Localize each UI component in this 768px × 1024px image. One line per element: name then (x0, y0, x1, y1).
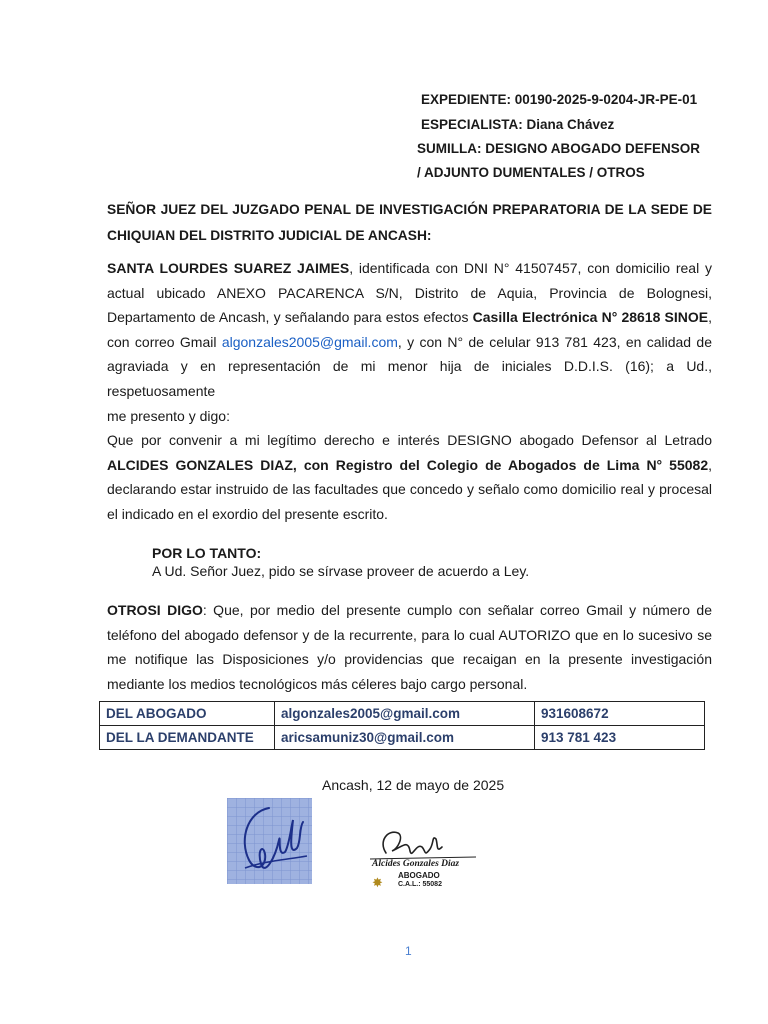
intro-text: Departamento de Ancash, y señalando para estos efectos (107, 309, 473, 326)
stamp-title: ABOGADO (398, 871, 440, 880)
contact-email: aricsamuniz30@gmail.com (275, 726, 535, 750)
otrosi-line-3: me notifique las Disposiciones y/o providencias que recaigan en la presente investigación (107, 651, 712, 668)
designation-text: , (708, 456, 712, 473)
contact-who: DEL ABOGADO (100, 702, 275, 726)
otrosi-line-4: mediante los medios tecnológicos más céleres bajo cargo personal. (107, 675, 528, 692)
lawyer-name: ALCIDES GONZALES DIAZ, con Registro del Colegio de Abogados de Lima N° 55082 (107, 456, 709, 473)
table-row (100, 726, 705, 750)
lawyer-stamp (364, 823, 484, 895)
intro-line-2: actual ubicado ANEXO PACARENCA S/N, Distrito de Aquia, Provincia de Bolognesi, (107, 284, 712, 301)
plaintiff-signature (227, 798, 312, 884)
contact-phone: 913 781 423 (535, 726, 705, 750)
intro-line-5: agraviada y en representación de mi menor hija de iniciales D.D.I.S. (16); a Ud., respetuosamente (107, 358, 712, 399)
stamp-registration: C.A.L.: 55082 (398, 881, 442, 888)
stamp-name: Alcides Gonzales Diaz (372, 859, 460, 869)
expediente: EXPEDIENTE: 00190-2025-9-0204-JR-PE-01 (421, 92, 698, 107)
contact-who: DEL LA DEMANDANTE (100, 726, 275, 750)
otrosi-paragraph (107, 598, 712, 696)
por-lo-tanto-text: A Ud. Señor Juez, pido se sírvase proveer de acuerdo a Ley. (152, 563, 530, 579)
designation-paragraph (107, 428, 712, 526)
especialista: ESPECIALISTA: Diana Chávez (421, 117, 615, 132)
intro-paragraph (107, 256, 712, 428)
email-link[interactable]: algonzales2005@gmail.com (221, 333, 398, 350)
otrosi-text: : Que, por medio del presente cumplo con señalar correo Gmail y número de (202, 602, 712, 618)
star-icon: ✸ (372, 875, 383, 890)
otrosi-label: OTROSI DIGO (107, 602, 203, 618)
contacts-table (99, 701, 705, 750)
designation-line-3: declarando estar instruido de las facultades que concedo y señalo como domicilio real y procesal (107, 481, 712, 498)
intro-text: , identificada con DNI N° 41507457, con domicilio real y (349, 260, 712, 276)
addressee-line-1: SEÑOR JUEZ DEL JUZGADO PENAL DE INVESTIGACIÓN PREPARATORIA DE LA SEDE DE (107, 202, 712, 217)
sumilla-line-2: / ADJUNTO DUMENTALES / OTROS (417, 165, 645, 180)
designation-line-1: Que por convenir a mi legítimo derecho e interés DESIGNO abogado Defensor al Letrado (107, 432, 712, 448)
intro-text: , (708, 309, 712, 326)
page-number: 1 (405, 944, 412, 958)
designation-line-4: el indicado en el exordio del presente escrito. (107, 505, 388, 522)
intro-text: , y con N° de celular 913 781 423, en calidad de (397, 333, 713, 350)
otrosi-line-2: teléfono del abogado defensor y de la recurrente, para lo cual AUTORIZO que en lo sucesivo se (107, 626, 712, 643)
casilla-electronica: Casilla Electrónica N° 28618 SINOE (472, 309, 709, 326)
plaintiff-name: SANTA LOURDES SUAREZ JAIMES (107, 260, 350, 276)
addressee (107, 197, 712, 249)
contact-phone: 931608672 (535, 702, 705, 726)
por-lo-tanto-title: POR LO TANTO: (152, 545, 262, 561)
intro-line-6: me presento y digo: (107, 407, 230, 424)
contact-email: algonzales2005@gmail.com (275, 702, 535, 726)
date-line: Ancash, 12 de mayo de 2025 (322, 777, 505, 793)
intro-text: con correo Gmail (107, 333, 222, 350)
table-row (100, 702, 705, 726)
addressee-line-2: CHIQUIAN DEL DISTRITO JUDICIAL DE ANCASH: (107, 228, 432, 243)
sumilla-line-1: SUMILLA: DESIGNO ABOGADO DEFENSOR (417, 141, 701, 156)
